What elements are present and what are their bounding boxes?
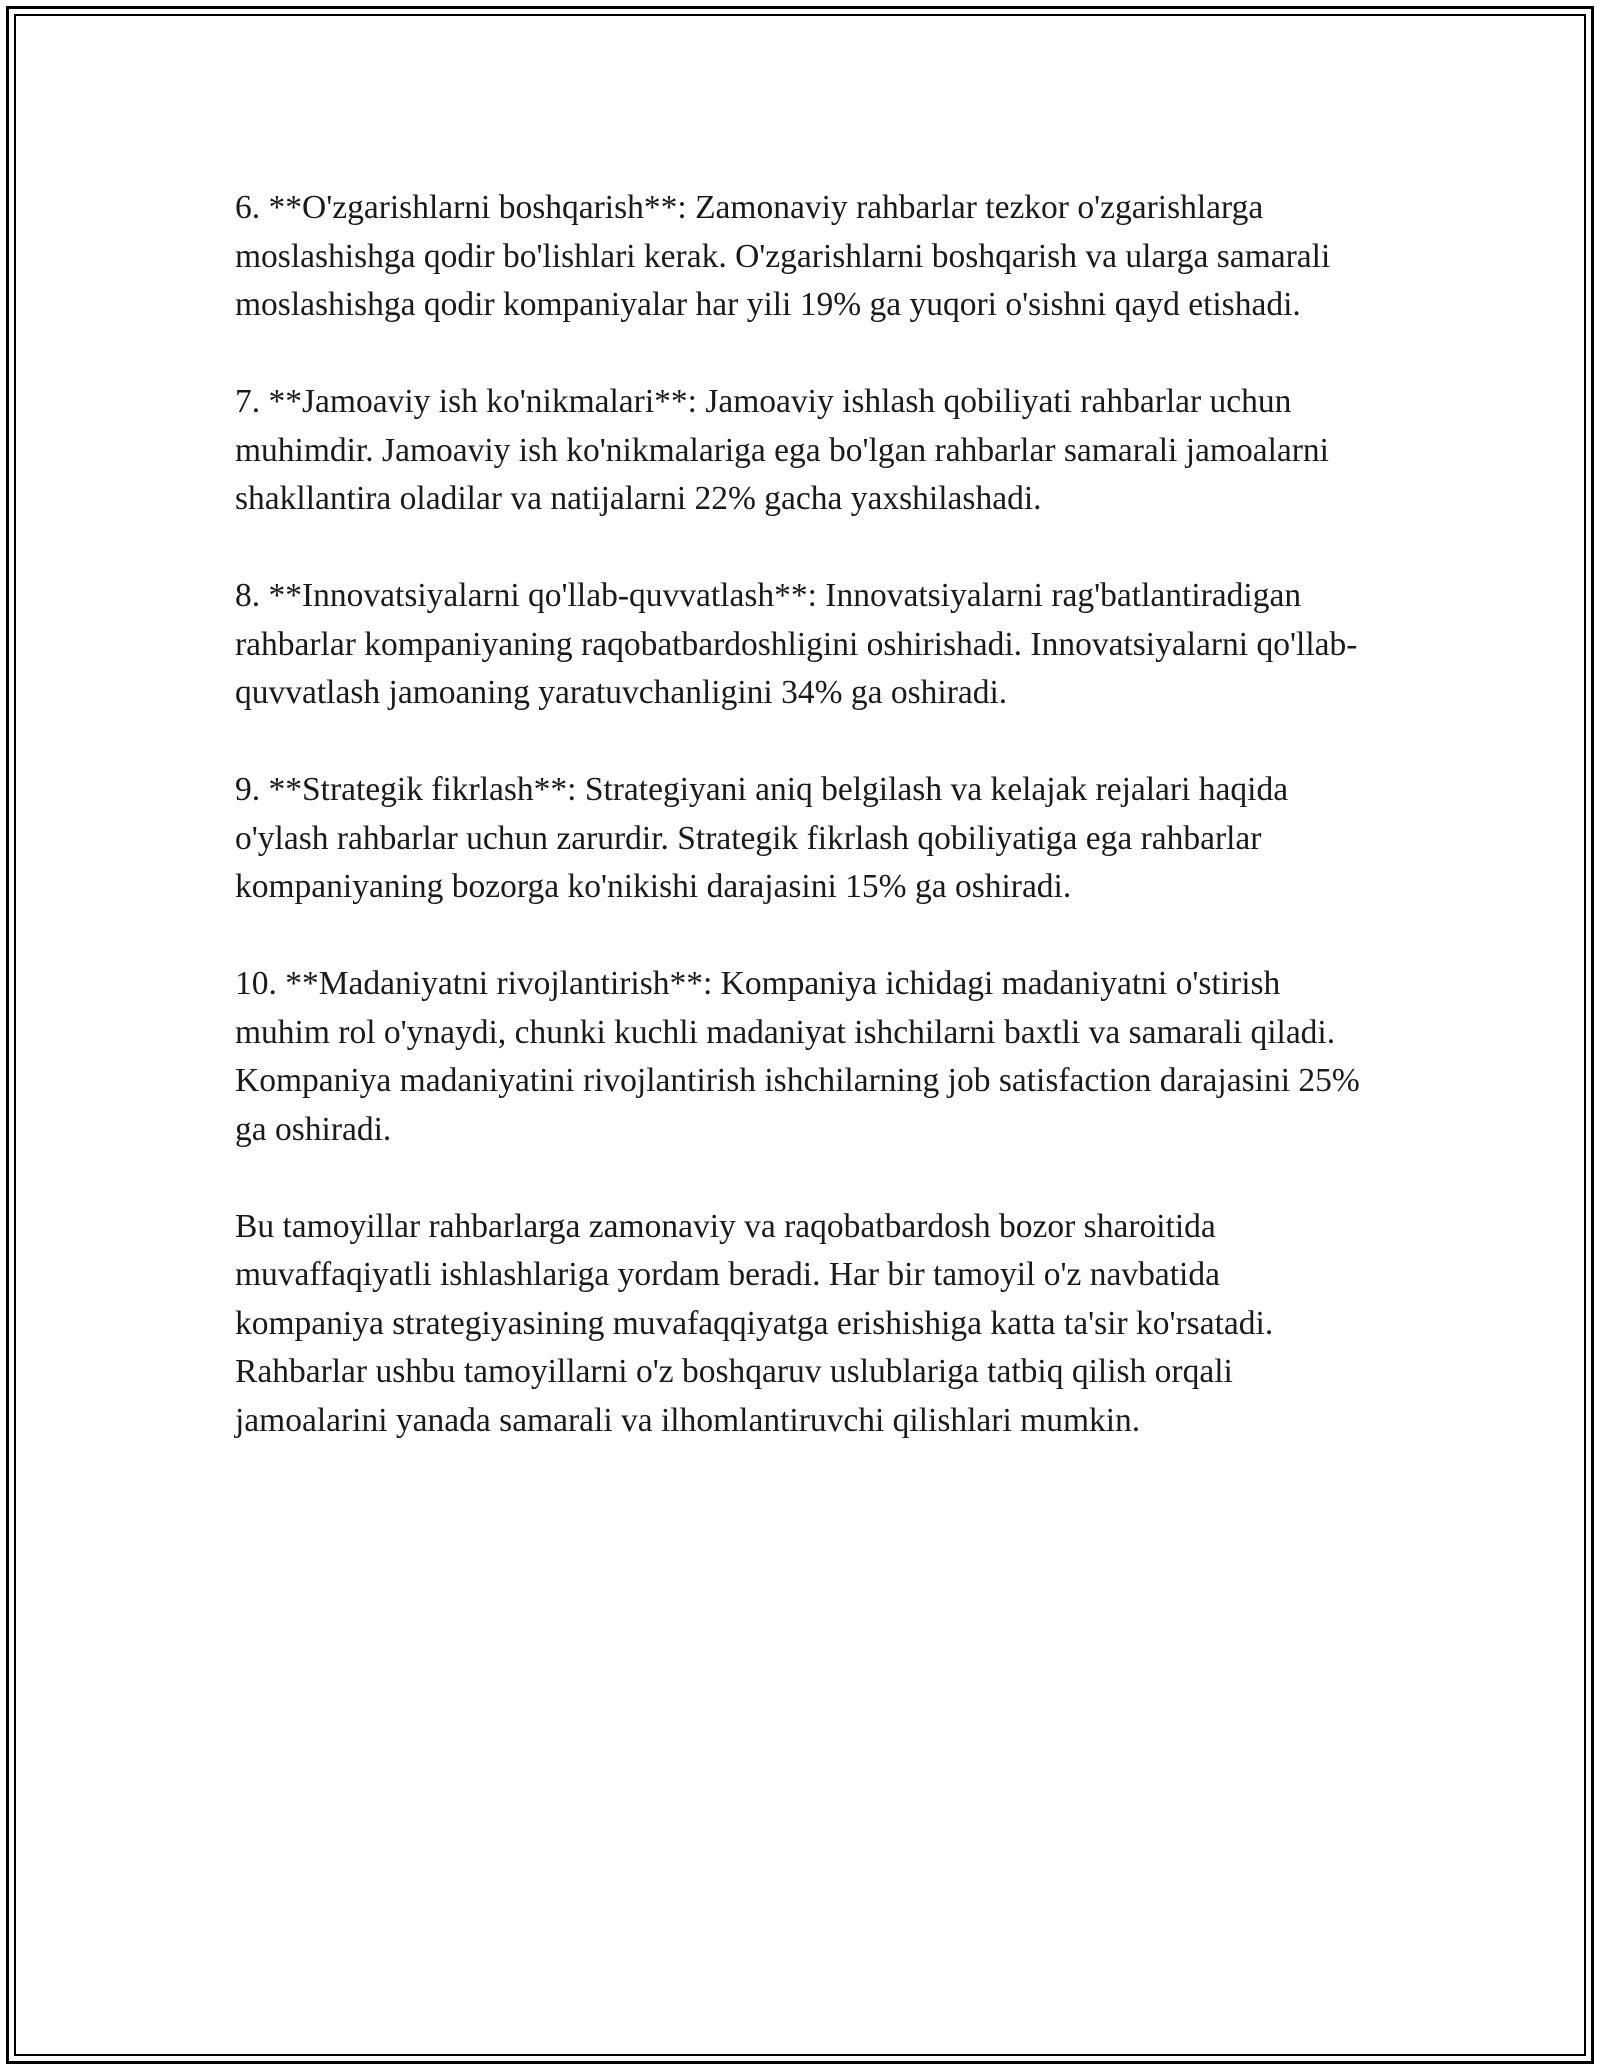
- paragraph-item-6: 6. **O'zgarishlarni boshqarish**: Zamonaviy rahbarlar tezkor o'zgarishlarga moslashishga qodir bo'lishlari kerak. O'zgarishlarni boshqarish va ularga samarali moslashishga qodir kompaniyalar har yili 19% ga yuqori o'sishni qayd etishadi.: [235, 189, 1331, 323]
- paragraph-item-8: 8. **Innovatsiyalarni qo'llab-quvvatlash**: Innovatsiyalarni rag'batlantiradigan rahbarlar kompaniyaning raqobatbardoshligini oshirishadi. Innovatsiyalarni qo'llab-quvvatlash jamoaning yaratuvchanligini 34% ga oshiradi.: [235, 577, 1358, 711]
- paragraph-item-10: 10. **Madaniyatni rivojlantirish**: Kompaniya ichidagi madaniyatni o'stirish muhim rol o'ynaydi, chunki kuchli madaniyat ishchilarni baxtli va samarali qiladi. Kompaniya madaniyatini rivojlantirish ishchilarning job satisfaction darajasini 25% ga oshiradi.: [235, 965, 1360, 1148]
- paragraph-item-9: 9. **Strategik fikrlash**: Strategiyani aniq belgilash va kelajak rejalari haqida o'ylash rahbarlar uchun zarurdir. Strategik fikrlash qobiliyatiga ega rahbarlar kompaniyaning bozorga ko'nikishi darajasini 15% ga oshiradi.: [235, 771, 1289, 905]
- document-body: [235, 184, 1365, 1494]
- paragraph-item-7: 7. **Jamoaviy ish ko'nikmalari**: Jamoaviy ishlash qobiliyati rahbarlar uchun muhimdir. Jamoaviy ish ko'nikmalariga ega bo'lgan rahbarlar samarali jamoalarni shakllantira oladilar va natijalarni 22% gacha yaxshilashadi.: [235, 383, 1329, 517]
- paragraph-conclusion: Bu tamoyillar rahbarlarga zamonaviy va raqobatbardosh bozor sharoitida muvaffaqiyatli ishlashlariga yordam beradi. Har bir tamoyil o'z navbatida kompaniya strategiyasining muvafaqqiyatga erishishiga katta ta'sir ko'rsatadi. Rahbarlar ushbu tamoyillarni o'z boshqaruv uslublariga tatbiq qilish orqali jamoalarini yanada samarali va ilhomlantiruvchi qilishlari mumkin.: [235, 1207, 1274, 1439]
